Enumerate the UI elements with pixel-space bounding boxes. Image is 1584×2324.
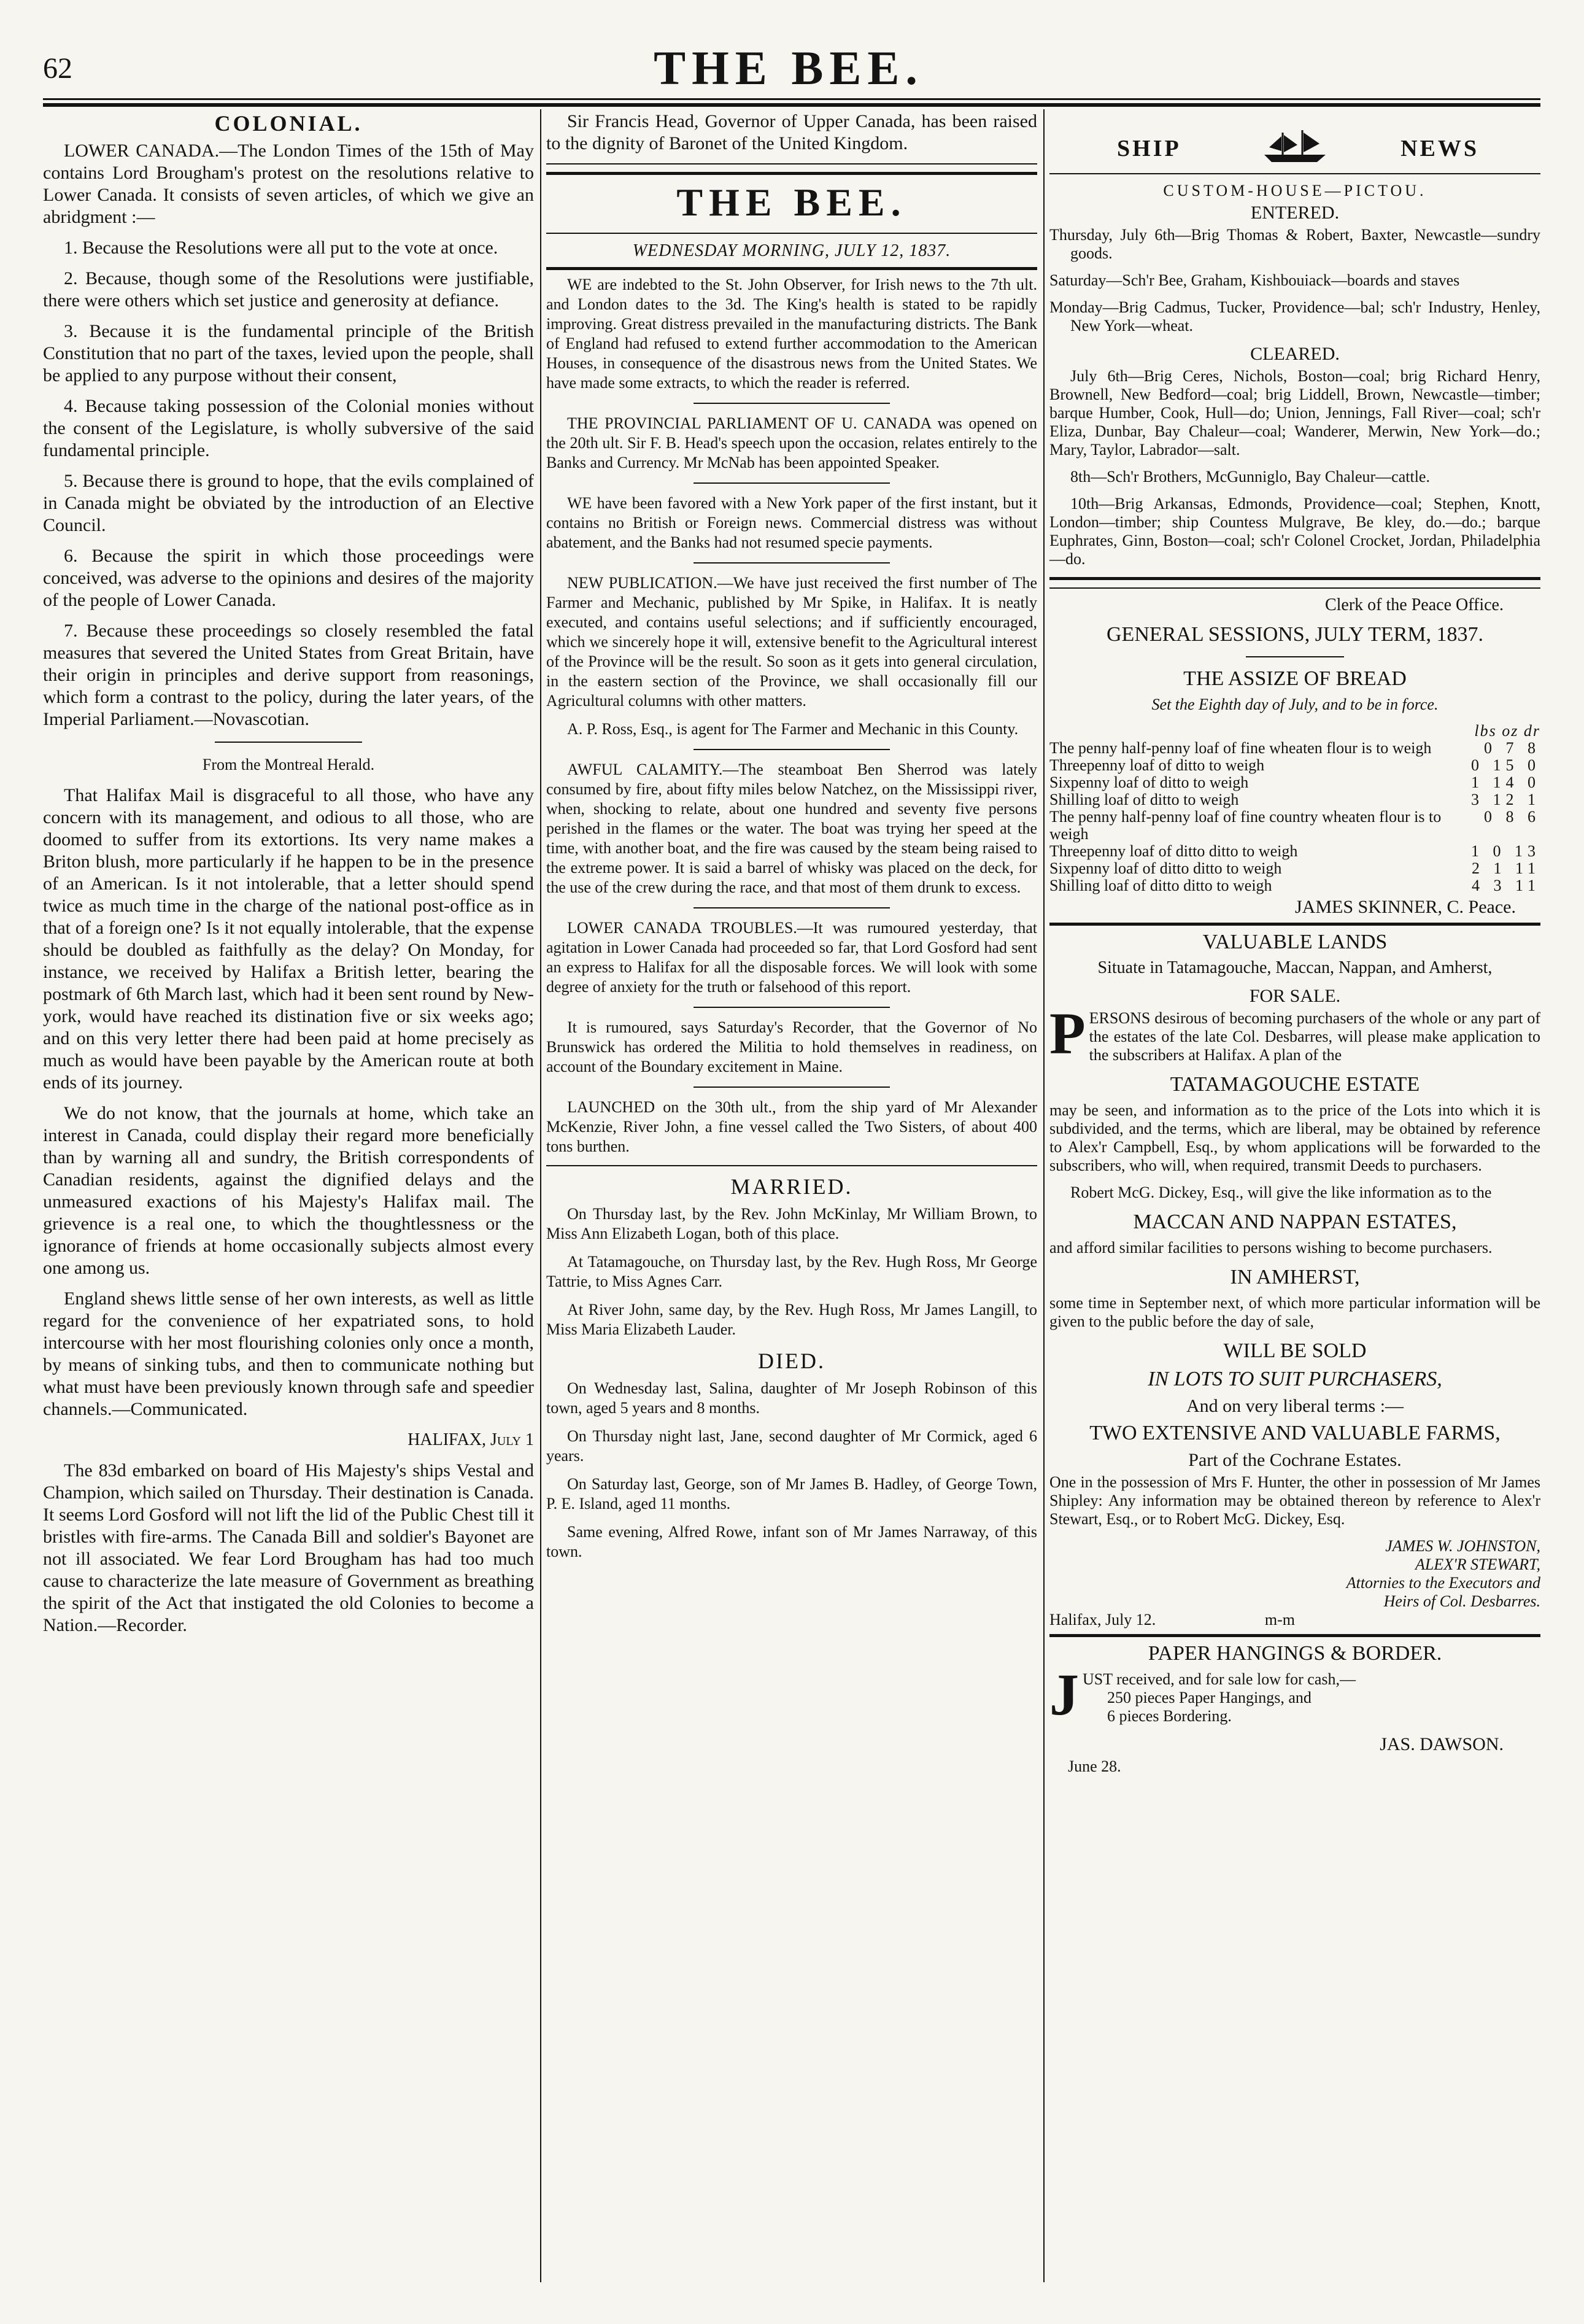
protest-item-6: 6. Because the spirit in which those proceedings were conceived, was adverse to the opinions and desires of the majority of the people of Lower Canada. [43, 546, 534, 610]
rule [1246, 656, 1344, 657]
halifax-para: The 83d embarked on board of His Majesty's ships Vestal and Champion, which sailed on Thursday. Their destination is Canada. It seems Lord Gosford will not lift the lid of the Public Chest till it bristles with fire-arms. The Canada Bill and soldier's Bayonet are not ill associated. We fear Lord Brougham has had too much cause to characterize the late measure of Government as breathing the spirit of the Act that instigated the old Colonies to become a Nation.—Recorder. [43, 1460, 534, 1635]
masthead [43, 38, 1534, 99]
ship-icon [1258, 129, 1332, 163]
two-farms: TWO EXTENSIVE AND VALUABLE FARMS, [1089, 1422, 1501, 1444]
died-item: On Thursday night last, Jane, second daughter of Mr Cormick, aged 6 years. [546, 1427, 1037, 1465]
column-the-bee [546, 110, 1037, 1570]
cleared-heading: CLEARED. [1250, 344, 1340, 364]
halifax-dateline: HALIFAX, July 1 [408, 1430, 534, 1449]
news-para-militia: It is rumoured, says Saturday's Recorder, that the Governor of No Brunswick has ordered the Militia to hold themselves in readiness, on account of the Boundary excitement in Maine. [546, 1018, 1037, 1075]
news-para-new-york: WE have been favored with a New York paper of the first instant, but it contains no British or Foreign news. Commercial distress was without abatement, and the Banks had not resumed specie payments. [546, 494, 1037, 551]
bread-row: Threepenny loaf of ditto ditto to weigh 1 0 13 [1049, 842, 1540, 860]
news-para-observer: WE are indebted to the St. John Observer, for Irish news to the 7th ult. and London dates to the 3d. The King's health is stated to be rapidly improving. Great distress prevailed in the manufacturing districts. The Bank of England had refused to extend further accommodation to the American Houses, in consequence of the disastrous news from the United States. We have made some extracts, to which the reader is referred. [546, 276, 1037, 392]
married-item: At Tatamagouche, on Thursday last, by the Rev. Hugh Ross, Mr George Tattrie, to Miss Agnes Carr. [546, 1253, 1037, 1290]
rule [546, 267, 1037, 270]
married-item: On Thursday last, by the Rev. John McKinlay, Mr William Brown, to Miss Ann Elizabeth Logan, both of this place. [546, 1205, 1037, 1242]
bread-row: The penny half-penny loaf of fine wheaten flour is to weigh 0 7 8 [1049, 739, 1540, 757]
farms-para: One in the possession of Mrs F. Hunter, the other in possession of Mr James Shipley: Any information may be obtained thereon by reference to Alex'r Stewart, Esq., or to Robert McG. Dickey, Esq. [1049, 1473, 1540, 1528]
will-be-sold: WILL BE SOLD [1223, 1339, 1367, 1362]
just-para: JUST received, and for sale low for cash,— 250 pieces Paper Hangings, and 6 pieces Bordering. [1049, 1662, 1356, 1727]
herald-source: From the Montreal Herald. [202, 756, 375, 773]
colonial-intro: LOWER CANADA.—The London Times of the 15th of May contains Lord Brougham's protest on the resolutions relative to Lower Canada. It consists of seven articles, of which we give an abridgment :— [43, 141, 534, 227]
rule [693, 1007, 890, 1008]
cleared-item: July 6th—Brig Ceres, Nichols, Boston—coal; brig Richard Henry, Brownell, New Bedford—coal; brig Liddell, Brown, Newcastle—timber; barque Humber, Cook, Hull—do; Union, Jennings, Fall River—coal; sch'r Eliza, Dunbar, Bay Chaleur—coal; Wanderer, Merwin, New York—do.; Mary, Taylor, Labrador—salt. [1049, 367, 1540, 459]
cochrane: Part of the Cochrane Estates. [1188, 1450, 1402, 1470]
maccan-heading: MACCAN AND NAPPAN ESTATES, [1133, 1210, 1457, 1233]
amherst-para: some time in September next, of which more particular information will be given to the public before the day of sale, [1049, 1294, 1540, 1330]
page-number: 62 [43, 52, 72, 85]
assize-subheading: Set the Eighth day of July, and to be in force. [1151, 695, 1439, 713]
signature-johnston: JAMES W. JOHNSTON, [1385, 1537, 1540, 1555]
rule [693, 482, 890, 484]
news-para-agent: A. P. Ross, Esq., is agent for The Farmer and Mechanic in this County. [567, 720, 1019, 738]
rule [546, 1165, 1037, 1166]
bread-row: Shilling loaf of ditto to weigh 3 12 1 [1049, 791, 1540, 808]
bee-title: THE BEE. [676, 180, 907, 224]
paper-hangings-heading: PAPER HANGINGS & BORDER. [1148, 1642, 1442, 1665]
dropcap-j: J [1049, 1662, 1079, 1727]
protest-item-2: 2. Because, though some of the Resolutions were justifiable, there were others which set justice and generosity at defiance. [43, 268, 534, 311]
rule [1049, 173, 1540, 174]
bread-table [1049, 722, 1540, 894]
halifax-mark: m-m [1264, 1611, 1295, 1629]
herald-para-1: That Halifax Mail is disgraceful to all those, who have any concern with its management, and odious to all those, who are doomed to suffer from its extortions. Its very name makes a Briton blush, more particularly if he happen to be in the presence of an American. Is it not intolerable, that a letter should spend twice as much time in the charge of the national post-office as in that of a foreign one? Is it not equally intolerable, that the expense should be doubled as faithfully as the delay? On Monday, for instance, we received by Halifax a British letter, bearing the postmark of 6th March last, which had it been sent round by New-york, would have reached its distination five or six weeks ago; and on this very letter there had been paid at home precisely as much as would have been payable by the American route at both ends of its journey. [43, 785, 534, 1093]
protest-item-5: 5. Because there is ground to hope, that the evils complained of in Canada might be obviated by the introduction of an Elective Council. [43, 471, 534, 535]
in-lots: IN LOTS TO SUIT PURCHASERS, [1148, 1368, 1442, 1390]
married-item: At River John, same day, by the Rev. Hugh Ross, Mr James Langill, to Miss Maria Elizabeth Lauder. [546, 1301, 1037, 1338]
ship-news-header [1049, 129, 1540, 166]
dropcap-p: P [1049, 1001, 1086, 1066]
custom-house: CUSTOM-HOUSE—PICTOU. [1163, 182, 1427, 199]
column-divider-2 [1043, 109, 1045, 2282]
maccan-para: and afford similar facilities to persons wishing to become purchasers. [1049, 1239, 1493, 1257]
rule [546, 163, 1037, 165]
bread-row: Sixpenny loaf of ditto ditto to weigh 2 1 11 [1049, 859, 1540, 877]
halifax-date: Halifax, July 12. [1049, 1611, 1156, 1629]
news-para-troubles: LOWER CANADA TROUBLES.—It was rumoured yesterday, that agitation in Lower Canada had proceeded so far, that Lord Gosford had sent an express to Halifax for all the disposable forces. We will look with some degree of anxiety for the truth or falsehood of this report. [546, 919, 1037, 996]
rule [1049, 587, 1540, 589]
rule [1049, 1634, 1540, 1637]
entered-item: Saturday—Sch'r Bee, Graham, Kishbouiack—boards and staves [1049, 271, 1460, 289]
skinner-signature: JAMES SKINNER, C. Peace. [1295, 897, 1516, 917]
news-para-parliament: THE PROVINCIAL PARLIAMENT OF U. CANADA was opened on the 20th ult. Sir F. B. Head's speech upon the occasion, relates entirely to the Banks and Currency. Mr McNab has been appointed Speaker. [546, 414, 1037, 471]
entered-item: Monday—Brig Cadmus, Tucker, Providence—bal; sch'r Industry, Henley, New York—wheat. [1049, 298, 1540, 335]
rule [693, 562, 890, 564]
signature-heirs: Heirs of Col. Desbarres. [1383, 1592, 1540, 1610]
rule [1049, 577, 1540, 580]
lands-heading: VALUABLE LANDS [1202, 931, 1388, 953]
ship-news-word-news: NEWS [1400, 136, 1479, 161]
signature-stewart: ALEX'R STEWART, [1415, 1555, 1540, 1573]
news-para-launched: LAUNCHED on the 30th ult., from the ship yard of Mr Alexander McKenzie, River John, a fine vessel called the Two Sisters, of about 400 tons burthen. [546, 1098, 1037, 1155]
died-item: On Saturday last, George, son of Mr James B. Hadley, of George Town, P. E. Island, aged 11 months. [546, 1475, 1037, 1513]
head-baronet-para: Sir Francis Head, Governor of Upper Canada, has been raised to the dignity of Baronet of the United Kingdom. [546, 111, 1037, 153]
section-divider [215, 742, 362, 743]
news-para-publication: NEW PUBLICATION.—We have just received the first number of The Farmer and Mechanic, published by Mr Spike, in Halifax. It is neatly executed, and contains useful selections; and if sufficiently encouraged, which we sincerely hope it will, extensive benefit to the Agricultural interest of the Province will be the result. So soon as it gets into general circulation, in the eastern section of the Province, we shall occasionally fill our Agricultural columns with other matters. [546, 574, 1037, 710]
halifax-date-line [1049, 1611, 1540, 1629]
rule [693, 907, 890, 908]
protest-item-3: 3. Because it is the fundamental principle of the British Constitution that no part of the taxes, levied upon the people, shall be applied to any purpose without their consent, [43, 321, 534, 385]
protest-item-1: 1. Because the Resolutions were all put to the vote at once. [64, 238, 498, 258]
masthead-rule-top [43, 98, 1540, 100]
died-heading: DIED. [758, 1349, 825, 1373]
peace-office: Clerk of the Peace Office. [1324, 595, 1504, 614]
june-date: June 28. [1068, 1757, 1121, 1775]
rule [693, 1086, 890, 1088]
terms: And on very liberal terms :— [1186, 1396, 1404, 1416]
died-item: Same evening, Alfred Rowe, infant son of Mr James Narraway, of this town. [546, 1523, 1037, 1560]
bread-table-header: lbs oz dr [1474, 722, 1540, 740]
tatamagouche-para: may be seen, and information as to the price of the Lots into which it is subdivided, and the terms, which are liberal, may be obtained by reference to Alex'r Campbell, Esq., by whom applications will be forwarded to the subscribers, who will, when required, transmit Deeds to purchasers. [1049, 1101, 1540, 1174]
column-colonial [43, 110, 534, 1645]
issue-dateline: WEDNESDAY MORNING, JULY 12, 1837. [632, 241, 951, 260]
newspaper-title: THE BEE. [654, 41, 924, 95]
rule [693, 749, 890, 750]
general-sessions: GENERAL SESSIONS, JULY TERM, 1837. [1107, 623, 1483, 646]
rule [693, 403, 890, 404]
colonial-heading: COLONIAL. [214, 111, 363, 136]
protest-item-7: 7. Because these proceedings so closely resembled the fatal measures that severed the United States from Great Britain, have their origin in principles and derive support from reasonings, which form a contrast to the policy, during the later years, of the Imperial Parliament.—Novascotian. [43, 621, 534, 729]
died-item: On Wednesday last, Salina, daughter of Mr Joseph Robinson of this town, aged 5 years and 8 months. [546, 1379, 1037, 1417]
column-divider-1 [540, 109, 541, 2282]
news-para-calamity: AWFUL CALAMITY.—The steamboat Ben Sherrod was lately consumed by fire, about fifty miles below Natchez, on the Mississippi river, when, shocking to relate, about one hundred and seventy five persons perished in the flames or the water. The boat was trying her speed at the time, with another boat, and the fire was caused by the steam being raised to the extreme power. It is said a barrel of whisky was placed on the deck, for the use of the crew during the race, and that most of them drunk to excess. [546, 761, 1037, 896]
herald-para-2: We do not know, that the journals at home, which take an interest in Canada, could display their regard more beneficially than by warning all and sundry, the British correspondents of Canadian residents, against the dignified delays and the unmeasured exactions of his Majesty's Halifax mail. The grievence is a real one, to which the thoughtlessness or the ignorance of friends at home occasionally subjects almost every one among us. [43, 1103, 534, 1278]
bread-row: Shilling loaf of ditto ditto to weigh 4 3 11 [1049, 877, 1540, 894]
rule [1049, 923, 1540, 926]
rule [546, 172, 1037, 175]
rule [546, 233, 1037, 234]
cleared-item: 8th—Sch'r Brothers, McGunniglo, Bay Chaleur—cattle. [1070, 468, 1430, 486]
bread-row: Sixpenny loaf of ditto to weigh 1 14 0 [1049, 773, 1540, 791]
lands-subheading: Situate in Tatamagouche, Maccan, Nappan, and Amherst, [1097, 958, 1493, 977]
dickey-para: Robert McG. Dickey, Esq., will give the like information as to the [1070, 1183, 1492, 1201]
for-sale: FOR SALE. [1249, 986, 1341, 1006]
tatamagouche-heading: TATAMAGOUCHE ESTATE [1170, 1073, 1420, 1096]
cleared-item: 10th—Brig Arkansas, Edmonds, Providence—coal; Stephen, Knott, London—timber; ship Countess Mulgrave, Be kley, do.—do.; barque Euphrates, Ginn, Boston—coal; sch'r Colonel Crocket, Jordan, Philadelphia—do. [1049, 495, 1540, 568]
dawson-signature: JAS. DAWSON. [1380, 1734, 1504, 1754]
assize-heading: THE ASSIZE OF BREAD [1183, 667, 1407, 690]
bread-row: The penny half-penny loaf of fine country wheaten flour is to weigh 0 8 6 [1049, 808, 1540, 843]
bread-row: Threepenny loaf of ditto to weigh 0 15 0 [1049, 756, 1540, 774]
column-ship-news-ads [1049, 110, 1540, 1784]
masthead-rule-bottom [43, 103, 1540, 107]
amherst-heading: IN AMHERST, [1230, 1266, 1360, 1288]
entered-item: Thursday, July 6th—Brig Thomas & Robert, Baxter, Newcastle—sundry goods. [1049, 226, 1540, 262]
persons-para: PERSONS desirous of becoming purchasers of the whole or any part of the estates of the late Col. Desbarres, will please make application to the subscribers at Halifax. A plan of the [1049, 1001, 1540, 1066]
signature-attornies: Attornies to the Executors and [1346, 1574, 1540, 1592]
protest-item-4: 4. Because taking possession of the Colonial monies without the consent of the Legislature, is wholly subversive of the said fundamental principle. [43, 396, 534, 460]
married-heading: MARRIED. [730, 1174, 853, 1199]
entered-heading: ENTERED. [1250, 203, 1340, 223]
herald-para-3: England shews little sense of her own interests, as well as little regard for the convenience of her expatriated sons, to hold intercourse with her most flourishing colonies only once a month, by means of sinking tubs, and then to communicate nothing but what must have been previously known through safe and speedier channels.—Communicated. [43, 1288, 534, 1419]
ship-news-word-ship: SHIP [1117, 136, 1181, 161]
